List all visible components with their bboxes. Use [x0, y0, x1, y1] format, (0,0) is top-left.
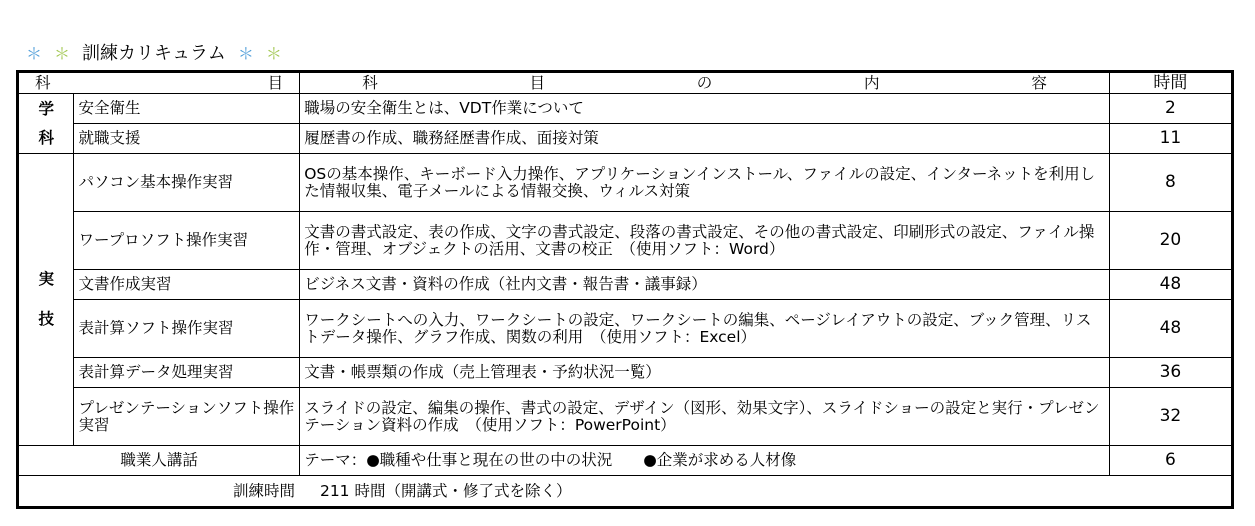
table-row [18, 270, 1233, 300]
curriculum-title [20, 40, 288, 64]
hours-cell: 20 [1109, 212, 1232, 270]
hours-cell: 48 [1109, 270, 1232, 300]
content-cell: テーマ：●職種や仕事と現在の世の中の状況 ●企業が求める人材像 [300, 446, 1110, 476]
content-cell: 文書の書式設定、表の作成、文字の書式設定、段落の書式設定、その他の書式設定、印刷形式の設定、ファイル操作・管理、オブジェクトの活用、文書の校正 （使用ソフト：Word） [300, 212, 1110, 270]
subject-cell: 職業人講話 [18, 446, 300, 476]
hours-cell: 32 [1109, 388, 1232, 446]
subject-cell: 表計算ソフト操作実習 [74, 300, 300, 358]
subject-cell: 文書作成実習 [74, 270, 300, 300]
total-cell [18, 476, 1233, 508]
hours-cell: 8 [1109, 154, 1232, 212]
table-row [18, 94, 1233, 124]
hours-cell: 36 [1109, 358, 1232, 388]
hours-cell: 11 [1109, 124, 1232, 154]
asterisk-icon: ＊ [237, 43, 254, 63]
header-content: 科 目 の 内 容 [300, 72, 1110, 94]
table-row [18, 358, 1233, 388]
table-row [18, 446, 1233, 476]
table-row [18, 300, 1233, 358]
table-row [18, 124, 1233, 154]
category-jitsugi: 実 技 [18, 154, 74, 446]
asterisk-icon: ＊ [265, 43, 282, 63]
subject-cell: プレゼンテーションソフト操作実習 [74, 388, 300, 446]
total-label: 訓練時間 [233, 481, 296, 500]
curriculum-table [16, 70, 1234, 509]
content-cell: ワークシートへの入力、ワークシートの設定、ワークシートの編集、ページレイアウトの設定、ブック管理、リストデータ操作、グラフ作成、関数の利用 （使用ソフト：Excel） [300, 300, 1110, 358]
subject-cell: パソコン基本操作実習 [74, 154, 300, 212]
header-subject: 科 目 [18, 72, 300, 94]
total-hours: 211 時間（開講式・修了式を除く） [319, 481, 572, 500]
title-text: 訓練カリキュラム [82, 43, 226, 64]
content-cell: 文書・帳票類の作成（売上管理表・予約状況一覧） [300, 358, 1110, 388]
content-cell: OSの基本操作、キーボード入力操作、アプリケーションインストール、ファイルの設定、インターネットを利用した情報収集、電子メールによる情報交換、ウィルス対策 [300, 154, 1110, 212]
content-cell: 履歴書の作成、職務経歴書作成、面接対策 [300, 124, 1110, 154]
hours-cell: 48 [1109, 300, 1232, 358]
subject-cell: 就職支援 [74, 124, 300, 154]
table-header-row [18, 72, 1233, 94]
category-gakka: 学 科 [18, 94, 74, 154]
content-cell: ビジネス文書・資料の作成（社内文書・報告書・議事録） [300, 270, 1110, 300]
table-row [18, 212, 1233, 270]
table-row [18, 388, 1233, 446]
asterisk-icon: ＊ [26, 43, 43, 63]
content-cell: 職場の安全衛生とは、VDT作業について [300, 94, 1110, 124]
content-cell: スライドの設定、編集の操作、書式の設定、デザイン（図形、効果文字）、スライドショーの設定と実行・プレゼンテーション資料の作成 （使用ソフト：PowerPoint） [300, 388, 1110, 446]
header-hours: 時間 [1109, 72, 1232, 94]
total-row [18, 476, 1233, 508]
hours-cell: 6 [1109, 446, 1232, 476]
asterisk-icon: ＊ [54, 43, 71, 63]
subject-cell: 表計算データ処理実習 [74, 358, 300, 388]
subject-cell: 安全衛生 [74, 94, 300, 124]
hours-cell: 2 [1109, 94, 1232, 124]
subject-cell: ワープロソフト操作実習 [74, 212, 300, 270]
table-row [18, 154, 1233, 212]
